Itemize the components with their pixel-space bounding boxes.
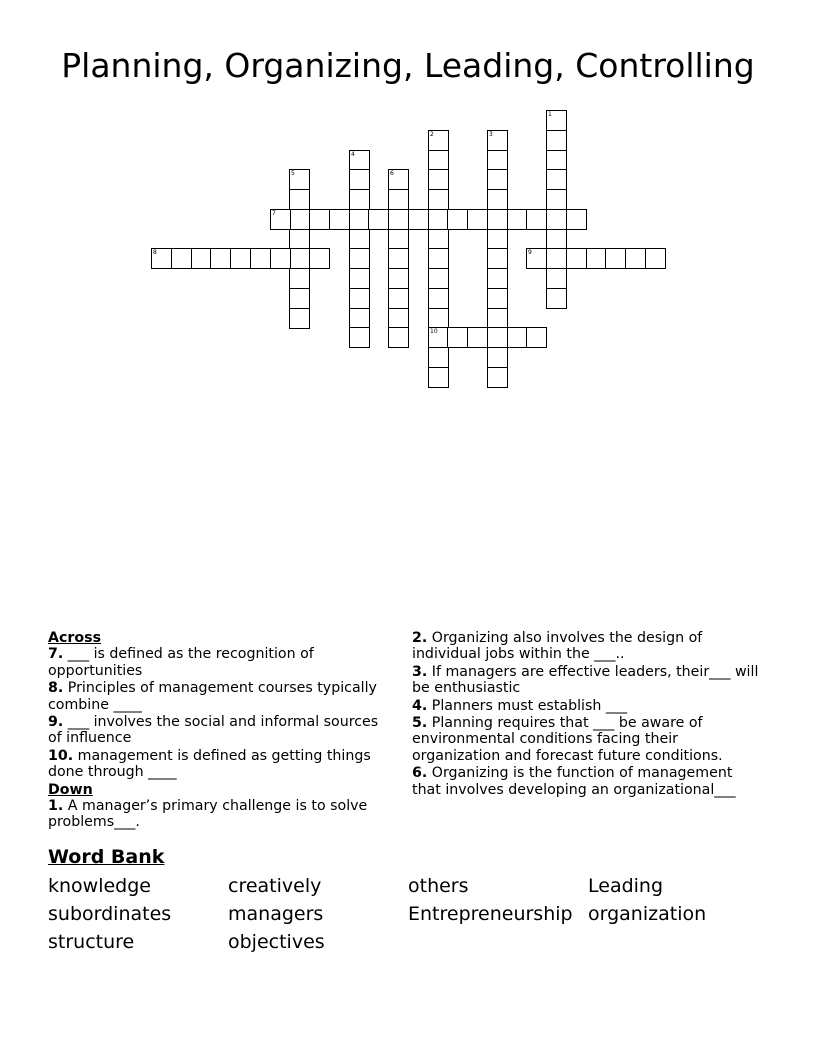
crossword-cell[interactable]: [428, 308, 449, 329]
crossword-cell[interactable]: [428, 189, 449, 210]
crossword-cell[interactable]: [507, 209, 528, 230]
crossword-cell[interactable]: [487, 308, 508, 329]
crossword-cell[interactable]: [546, 248, 567, 269]
word-bank-word: structure: [48, 931, 135, 953]
crossword-cell[interactable]: [349, 248, 370, 269]
clue-number: 9: [528, 249, 532, 256]
crossword-cell[interactable]: [546, 150, 567, 171]
crossword-cell[interactable]: [210, 248, 231, 269]
crossword-cell[interactable]: [289, 189, 310, 210]
crossword-cell[interactable]: [507, 327, 528, 348]
crossword-cell[interactable]: [349, 189, 370, 210]
crossword-cell[interactable]: [388, 288, 409, 309]
across-clue-8: 8. Principles of management courses typically combine ____: [48, 680, 377, 713]
clue-number: 2: [430, 131, 434, 138]
word-bank-word: creatively: [228, 875, 322, 897]
clues-right-column: [412, 630, 760, 799]
crossword-cell[interactable]: [566, 209, 587, 230]
crossword-grid: [0, 0, 816, 400]
crossword-cell[interactable]: [289, 229, 310, 250]
crossword-cell[interactable]: [329, 209, 350, 230]
clue-number: 10: [430, 328, 438, 335]
crossword-cell[interactable]: [349, 169, 370, 190]
word-bank-word: others: [408, 875, 469, 897]
crossword-cell[interactable]: [487, 367, 508, 388]
crossword-cell[interactable]: [388, 229, 409, 250]
crossword-cell[interactable]: [428, 367, 449, 388]
crossword-cell[interactable]: [428, 150, 449, 171]
crossword-cell[interactable]: [349, 268, 370, 289]
word-bank-word: managers: [228, 903, 324, 925]
crossword-cell[interactable]: [546, 229, 567, 250]
clue-number: 4: [351, 151, 355, 158]
crossword-cell[interactable]: [487, 169, 508, 190]
crossword-cell[interactable]: [428, 327, 449, 348]
crossword-cell[interactable]: [487, 268, 508, 289]
crossword-cell[interactable]: [309, 248, 330, 269]
across-heading: Across: [48, 630, 102, 646]
crossword-cell[interactable]: [546, 169, 567, 190]
down-clue-2: 2. Organizing also involves the design of individual jobs within the ___..: [412, 630, 703, 663]
crossword-cell[interactable]: [605, 248, 626, 269]
across-clue-7: 7. ___ is defined as the recognition of opportunities: [48, 646, 314, 679]
crossword-cell[interactable]: [368, 209, 389, 230]
crossword-cell[interactable]: [428, 209, 449, 230]
crossword-cell[interactable]: [289, 169, 310, 190]
crossword-cell[interactable]: [487, 189, 508, 210]
crossword-cell[interactable]: [428, 169, 449, 190]
crossword-cell[interactable]: [487, 288, 508, 309]
crossword-cell[interactable]: [388, 248, 409, 269]
crossword-cell[interactable]: [428, 268, 449, 289]
word-bank-word: subordinates: [48, 903, 172, 925]
crossword-cell[interactable]: [428, 130, 449, 151]
down-clue-6: 6. Organizing is the function of management that involves developing an organizational___: [412, 765, 736, 798]
word-bank-word: objectives: [228, 931, 325, 953]
word-bank-word: Leading: [588, 875, 664, 897]
crossword-cell[interactable]: [487, 347, 508, 368]
crossword-cell[interactable]: [349, 288, 370, 309]
crossword-cell[interactable]: [151, 248, 172, 269]
crossword-cell[interactable]: [487, 327, 508, 348]
crossword-cell[interactable]: [586, 248, 607, 269]
crossword-cell[interactable]: [428, 248, 449, 269]
crossword-cell[interactable]: [467, 327, 488, 348]
crossword-cell[interactable]: [388, 327, 409, 348]
across-clue-10: 10. management is defined as getting things done through ____: [48, 747, 371, 781]
down-clue-5: 5. Planning requires that ___ be aware of environmental conditions facing their organization and forecast future conditions.: [412, 715, 723, 764]
crossword-cell[interactable]: [645, 248, 666, 269]
crossword-cell[interactable]: [487, 150, 508, 171]
clue-number: 1: [548, 111, 552, 118]
crossword-cell[interactable]: [428, 288, 449, 309]
crossword-cell[interactable]: [487, 130, 508, 151]
crossword-cell[interactable]: [250, 248, 271, 269]
across-clue-9: 9. ___ involves the social and informal sources of influence: [48, 714, 379, 747]
crossword-cell[interactable]: [566, 248, 587, 269]
crossword-cell[interactable]: [546, 288, 567, 309]
word-bank-title: Word Bank: [48, 846, 165, 868]
page-title: Planning, Organizing, Leading, Controlling: [61, 46, 755, 85]
crossword-cell[interactable]: [546, 209, 567, 230]
crossword-cell[interactable]: [349, 327, 370, 348]
crossword-cell[interactable]: [487, 248, 508, 269]
crossword-cell[interactable]: [289, 268, 310, 289]
crossword-cell[interactable]: [191, 248, 212, 269]
down-clue-4: 4. Planners must establish ___: [412, 697, 628, 714]
crossword-cell[interactable]: [546, 189, 567, 210]
crossword-cell[interactable]: [388, 209, 409, 230]
crossword-cell[interactable]: [388, 169, 409, 190]
crossword-cell[interactable]: [230, 248, 251, 269]
clues-left-column: [48, 630, 396, 832]
crossword-cell[interactable]: [289, 209, 310, 230]
crossword-cell[interactable]: [526, 209, 547, 230]
crossword-cell[interactable]: [428, 347, 449, 368]
crossword-cell[interactable]: [526, 248, 547, 269]
crossword-cell[interactable]: [467, 209, 488, 230]
crossword-cell[interactable]: [487, 229, 508, 250]
clue-number: 6: [390, 170, 394, 177]
crossword-cell[interactable]: [447, 327, 468, 348]
crossword-cell[interactable]: [289, 248, 310, 269]
crossword-cell[interactable]: [309, 209, 330, 230]
crossword-cell[interactable]: [289, 308, 310, 329]
word-bank-word: organization: [588, 903, 707, 925]
crossword-cell[interactable]: [546, 268, 567, 289]
crossword-cell[interactable]: [625, 248, 646, 269]
down-clue-3: 3. If managers are effective leaders, their___ will be enthusiastic: [412, 663, 759, 697]
down-clue-1: 1. A manager’s primary challenge is to solve problems___.: [48, 798, 368, 831]
crossword-cell[interactable]: [447, 209, 468, 230]
crossword-cell[interactable]: [270, 248, 291, 269]
crossword-cell[interactable]: [171, 248, 192, 269]
crossword-cell[interactable]: [388, 268, 409, 289]
crossword-cell[interactable]: [349, 308, 370, 329]
word-bank-word: Entrepreneurship: [408, 903, 573, 925]
crossword-cell[interactable]: [428, 229, 449, 250]
crossword-cell[interactable]: [487, 209, 508, 230]
word-bank-word: knowledge: [48, 875, 151, 897]
crossword-cell[interactable]: [349, 209, 370, 230]
clue-number: 7: [272, 210, 276, 217]
crossword-cell[interactable]: [388, 308, 409, 329]
crossword-cell[interactable]: [270, 209, 291, 230]
clue-number: 8: [153, 249, 157, 256]
crossword-cell[interactable]: [289, 288, 310, 309]
crossword-cell[interactable]: [408, 209, 429, 230]
crossword-cell[interactable]: [546, 130, 567, 151]
down-heading: Down: [48, 781, 93, 798]
crossword-cell[interactable]: [388, 189, 409, 210]
clue-number: 3: [489, 131, 493, 138]
crossword-cell[interactable]: [349, 150, 370, 171]
crossword-cell[interactable]: [546, 110, 567, 131]
crossword-cell[interactable]: [526, 327, 547, 348]
clue-number: 5: [291, 170, 295, 177]
crossword-cell[interactable]: [349, 229, 370, 250]
